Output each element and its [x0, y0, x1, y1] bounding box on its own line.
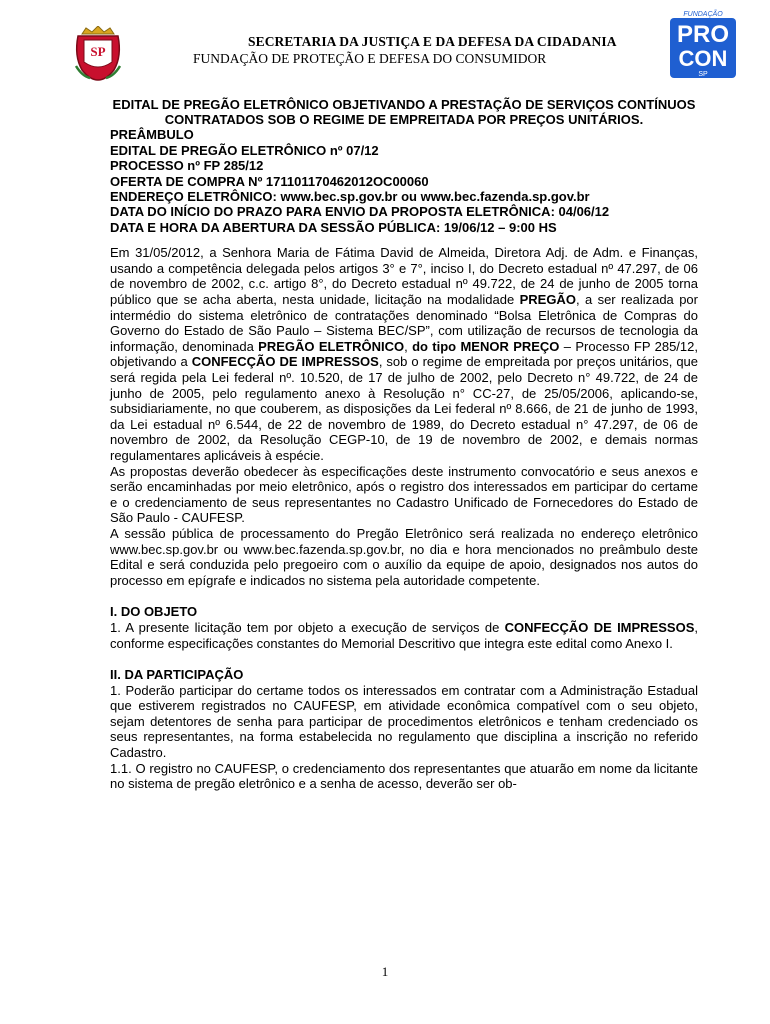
registration-paragraph: 1.1. O registro no CAUFESP, o credenciamento dos representantes que atuarão em nome da licitante no sistema de pregão eletrônico e a senha de acesso, deverão ser ob- — [110, 760, 698, 792]
proposals-paragraph: As propostas deverão obedecer às especificações deste instrumento convocatório e seus anexos e serão encaminhadas por meio eletrônico, após o registro dos interessados em participar do certame e o credenciamento de seus representantes no Cadastro Unificado de Fornecedores do Estado de São Paulo - CAUFESP. — [110, 463, 698, 526]
preamble-line: PROCESSO nº FP 285/12 — [110, 158, 264, 174]
svg-text:SP: SP — [90, 44, 106, 59]
header-subtitle: FUNDAÇÃO DE PROTEÇÃO E DEFESA DO CONSUMIDOR — [193, 51, 547, 66]
object-paragraph: 1. A presente licitação tem por objeto a execução de serviços de CONFECÇÃO DE IMPRESSOS, conforme especificações constantes do Memorial Descritivo que integra este edital como Anexo I. — [110, 619, 698, 651]
svg-text:CON: CON — [678, 46, 728, 71]
page-header — [0, 0, 770, 90]
document-body — [110, 97, 698, 792]
svg-text:FUNDAÇÃO: FUNDAÇÃO — [683, 11, 723, 18]
preamble-line: PREÂMBULO — [110, 127, 194, 143]
svg-text:SP: SP — [698, 71, 708, 78]
section-heading-object: I. DO OBJETO — [110, 604, 198, 620]
preamble-line: DATA DO INÍCIO DO PRAZO PARA ENVIO DA PROPOSTA ELETRÔNICA: 04/06/12 — [110, 204, 610, 220]
participation-paragraph: 1. Poderão participar do certame todos os interessados em contratar com a Administração Estadual que estiverem registrados no CAUFESP, em atividade econômica compatível com o seu objeto, sejam detentores de senha para participar de procedimentos eletrônicos e tenham credenciado os seus representantes, na forma estabelecida no regulamento que disciplina a inscrição no referido Cadastro. — [110, 682, 698, 761]
intro-paragraph: Em 31/05/2012, a Senhora Maria de Fátima David de Almeida, Diretora Adj. de Adm. e Finanças, usando a competência delegada pelos artigos 3° e 7°, inciso I, do Decreto estadual nº 47.297, de 06 de novembro de 2002, c.c. artigo 8°, do Decreto estadual nº 49.722, de 24 de junho de 2005 torna público que se acha aberta, nesta unidade, licitação na modalidade PREGÃO, a ser realizada por intermédio do sistema eletrônico de contratações denominado “Bolsa Eletrônica de Compras do Governo do Estado de São Paulo – Sistema BEC/SP”, com utilização de recursos de tecnologia da informação, denominada PREGÃO ELETRÔNICO, do tipo MENOR PREÇO – Processo FP 285/12, objetivando a CONFECÇÃO DE IMPRESSOS, sob o regime de empreitada por preços unitários, que será regida pela Lei federal nº. 10.520, de 17 de julho de 2002, pelo Decreto n° 49.722, de 24 de junho de 2005, pelo regulamento anexo à Resolução n° CC-27, de 25/05/2006, aplicando-se, subsidiariamente, no que couberem, as disposições da Lei federal nº 8.666, de 21 de junho de 1993, da Lei estadual nº 6.544, de 22 de novembro de 1989, do Decreto estadual n° 47.297, de 06 de novembro de 2002, da Resolução CEGP-10, de 19 de novembro de 2002, e demais normas regulamentares aplicáveis à espécie. — [110, 245, 699, 463]
preamble-line: DATA E HORA DA ABERTURA DA SESSÃO PÚBLICA: 19/06/12 – 9:00 HS — [110, 219, 557, 235]
document-title: EDITAL DE PREGÃO ELETRÔNICO OBJETIVANDO A PRESTAÇÃO DE SERVIÇOS CONTÍNUOS CONTRATADOS SOB O REGIME DE EMPREITADA POR PREÇOS UNITÁRIOS. — [112, 97, 696, 128]
sp-coat-of-arms-icon — [72, 26, 124, 82]
preamble-line: EDITAL DE PREGÃO ELETRÔNICO nº 07/12 — [110, 142, 379, 158]
header-title: SECRETARIA DA JUSTIÇA E DA DEFESA DA CIDADANIA — [248, 34, 617, 49]
session-paragraph: A sessão pública de processamento do Pregão Eletrônico será realizada no endereço eletrônico www.bec.sp.gov.br ou www.bec.fazenda.sp.gov.br, no dia e hora mencionados no preâmbulo deste Edital e será conduzida pelo pregoeiro com o auxílio da equipe de apoio, designados nos autos do processo em epígrafe e indicados no sistema pela autoridade competente. — [110, 525, 698, 588]
preamble-line: OFERTA DE COMPRA Nº 171101170462012OC00060 — [110, 173, 429, 189]
preamble-line: ENDEREÇO ELETRÔNICO: www.bec.sp.gov.br ou www.bec.fazenda.sp.gov.br — [110, 189, 590, 205]
page-number: 1 — [381, 964, 389, 979]
section-heading-participation: II. DA PARTICIPAÇÃO — [110, 667, 244, 683]
procon-logo-icon — [668, 8, 738, 80]
svg-text:PRO: PRO — [676, 21, 730, 48]
preamble — [110, 127, 698, 235]
